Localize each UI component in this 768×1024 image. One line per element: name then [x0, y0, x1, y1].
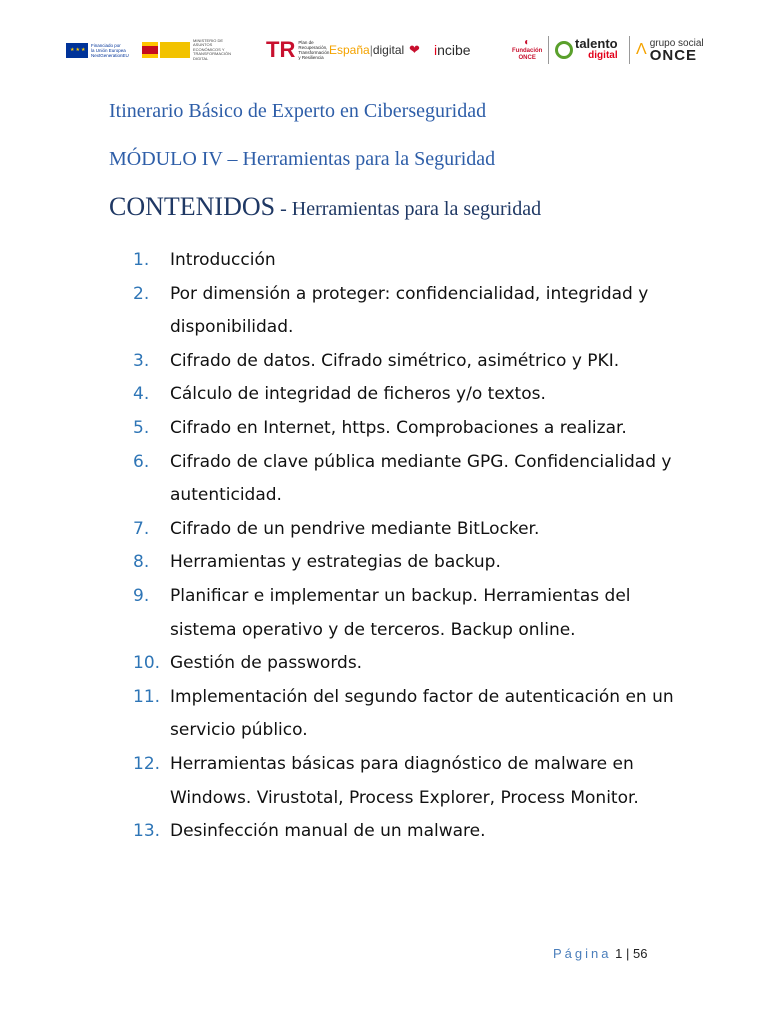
incibe-text: ncibe: [437, 42, 471, 58]
toc-text: Herramientas y estrategias de backup.: [170, 552, 501, 573]
espana-sep: |: [369, 43, 373, 57]
grupo-once-logo: [636, 30, 704, 70]
once-figure-icon: Λ: [636, 41, 647, 58]
toc-text: Desinfección manual de un malware.: [170, 821, 486, 842]
toc-text: Gestión de passwords.: [170, 653, 363, 674]
once-text: ONCE: [518, 54, 536, 61]
incibe-logo: [434, 30, 471, 70]
toc-text: Planificar e implementar un backup. Herramientas del sistema operativo y de terceros. Backup online.: [170, 585, 631, 640]
page-number: 1: [615, 946, 623, 961]
ministry-logo: [142, 30, 231, 70]
toc-text: Por dimensión a proteger: confidencialidad, integridad y disponibilidad.: [170, 283, 649, 338]
toc-text: Introducción: [170, 250, 276, 270]
ministry-text: MINISTERIO DE ASUNTOS ECONÓMICOS Y TRANSFORMACIÓN DIGITAL: [193, 37, 231, 61]
ribbon-icon: ❤: [409, 42, 420, 57]
page-footer: [553, 946, 647, 961]
eu-logo: [66, 30, 129, 70]
grupo-social-text: grupo social: [649, 38, 704, 49]
toc-item: [133, 446, 693, 513]
plan-recuperacion-logo: [266, 30, 329, 70]
toc-number: 12.: [133, 753, 161, 774]
toc-number: 6.: [133, 451, 150, 472]
plan-text-2: Recuperación,: [298, 45, 328, 50]
toc-text: Cifrado en Internet, https. Comprobaciones a realizar.: [170, 417, 627, 438]
toc-item: [133, 681, 693, 748]
toc-item: [133, 815, 693, 849]
fundacion-text: Fundación: [512, 47, 543, 54]
toc-text: Herramientas básicas para diagnóstico de malware en Windows. Virustotal, Process Explorer, Process Monitor.: [170, 753, 639, 808]
toc-number: 2.: [133, 283, 150, 304]
eu-flag-icon: [66, 43, 88, 58]
toc-number: 3.: [133, 350, 150, 371]
page-word: Página: [553, 946, 612, 961]
toc-item: [133, 546, 693, 580]
toc-item: [133, 580, 693, 647]
toc-number: 10.: [133, 653, 161, 674]
toc-item: [133, 513, 693, 547]
page-separator: |: [625, 946, 630, 961]
contents-label: CONTENIDOS: [109, 192, 276, 221]
incibe-i: i: [434, 42, 438, 58]
plan-text-1: Plan de: [298, 40, 314, 45]
ministry-band-icon: [160, 42, 190, 58]
talento-digital-text: digital: [588, 50, 618, 61]
eu-text-2: la Unión Europea: [91, 47, 126, 53]
talento-digital-logo: [555, 30, 618, 70]
module-title: MÓDULO IV – Herramientas para la Seguridad: [109, 148, 496, 170]
toc-number: 4.: [133, 384, 150, 405]
document-title: Itinerario Básico de Experto en Ciberseguridad: [109, 100, 487, 122]
talento-icon: [555, 41, 573, 59]
spain-flag-icon: [142, 42, 158, 58]
header-logos: [66, 30, 711, 70]
toc-item: [133, 345, 693, 379]
toc-item: [133, 244, 693, 278]
plan-text-4: y Resiliencia: [298, 55, 324, 60]
toc-text: Cifrado de clave pública mediante GPG. Confidencialidad y autenticidad.: [170, 451, 672, 506]
eu-text-1: Financiado por: [91, 42, 121, 48]
toc-item: [133, 748, 693, 815]
toc-number: 8.: [133, 552, 150, 573]
toc-number: 5.: [133, 417, 150, 438]
plan-text-3: Transformación: [298, 50, 330, 55]
toc-number: 11.: [133, 686, 161, 707]
fundacion-once-logo: [512, 30, 542, 70]
espana-digital-logo: [329, 30, 404, 70]
toc-number: 1.: [133, 250, 150, 270]
talento-text: talento: [575, 36, 618, 51]
toc-text: Cifrado de un pendrive mediante BitLocker.: [170, 518, 540, 539]
toc-item: [133, 412, 693, 446]
tr-mark: TR: [266, 37, 296, 62]
contents-heading: [109, 192, 541, 222]
toc-number: 13.: [133, 821, 161, 842]
toc-number: 9.: [133, 585, 150, 606]
toc-number: 7.: [133, 518, 150, 539]
toc-item: [133, 278, 693, 345]
espana-text: España: [329, 43, 370, 57]
contents-subheading: - Herramientas para la seguridad: [275, 198, 542, 220]
toc-text: Cifrado de datos. Cifrado simétrico, asimétrico y PKI.: [170, 350, 620, 371]
toc-text: Cálculo de integridad de ficheros y/o textos.: [170, 384, 546, 405]
page-total: 56: [632, 946, 648, 961]
fundacion-once-icon: ◐: [524, 36, 531, 48]
logo-divider: [629, 36, 630, 64]
toc-text: Implementación del segundo factor de autenticación en un servicio público.: [170, 686, 674, 741]
digital-text: digital: [372, 43, 405, 57]
once-wordmark: ONCE: [649, 47, 698, 64]
toc-item: [133, 378, 693, 412]
logo-divider: [548, 36, 549, 64]
table-of-contents: [133, 244, 693, 849]
toc-item: [133, 647, 693, 681]
eu-text-3: NextGenerationEU: [91, 52, 129, 58]
